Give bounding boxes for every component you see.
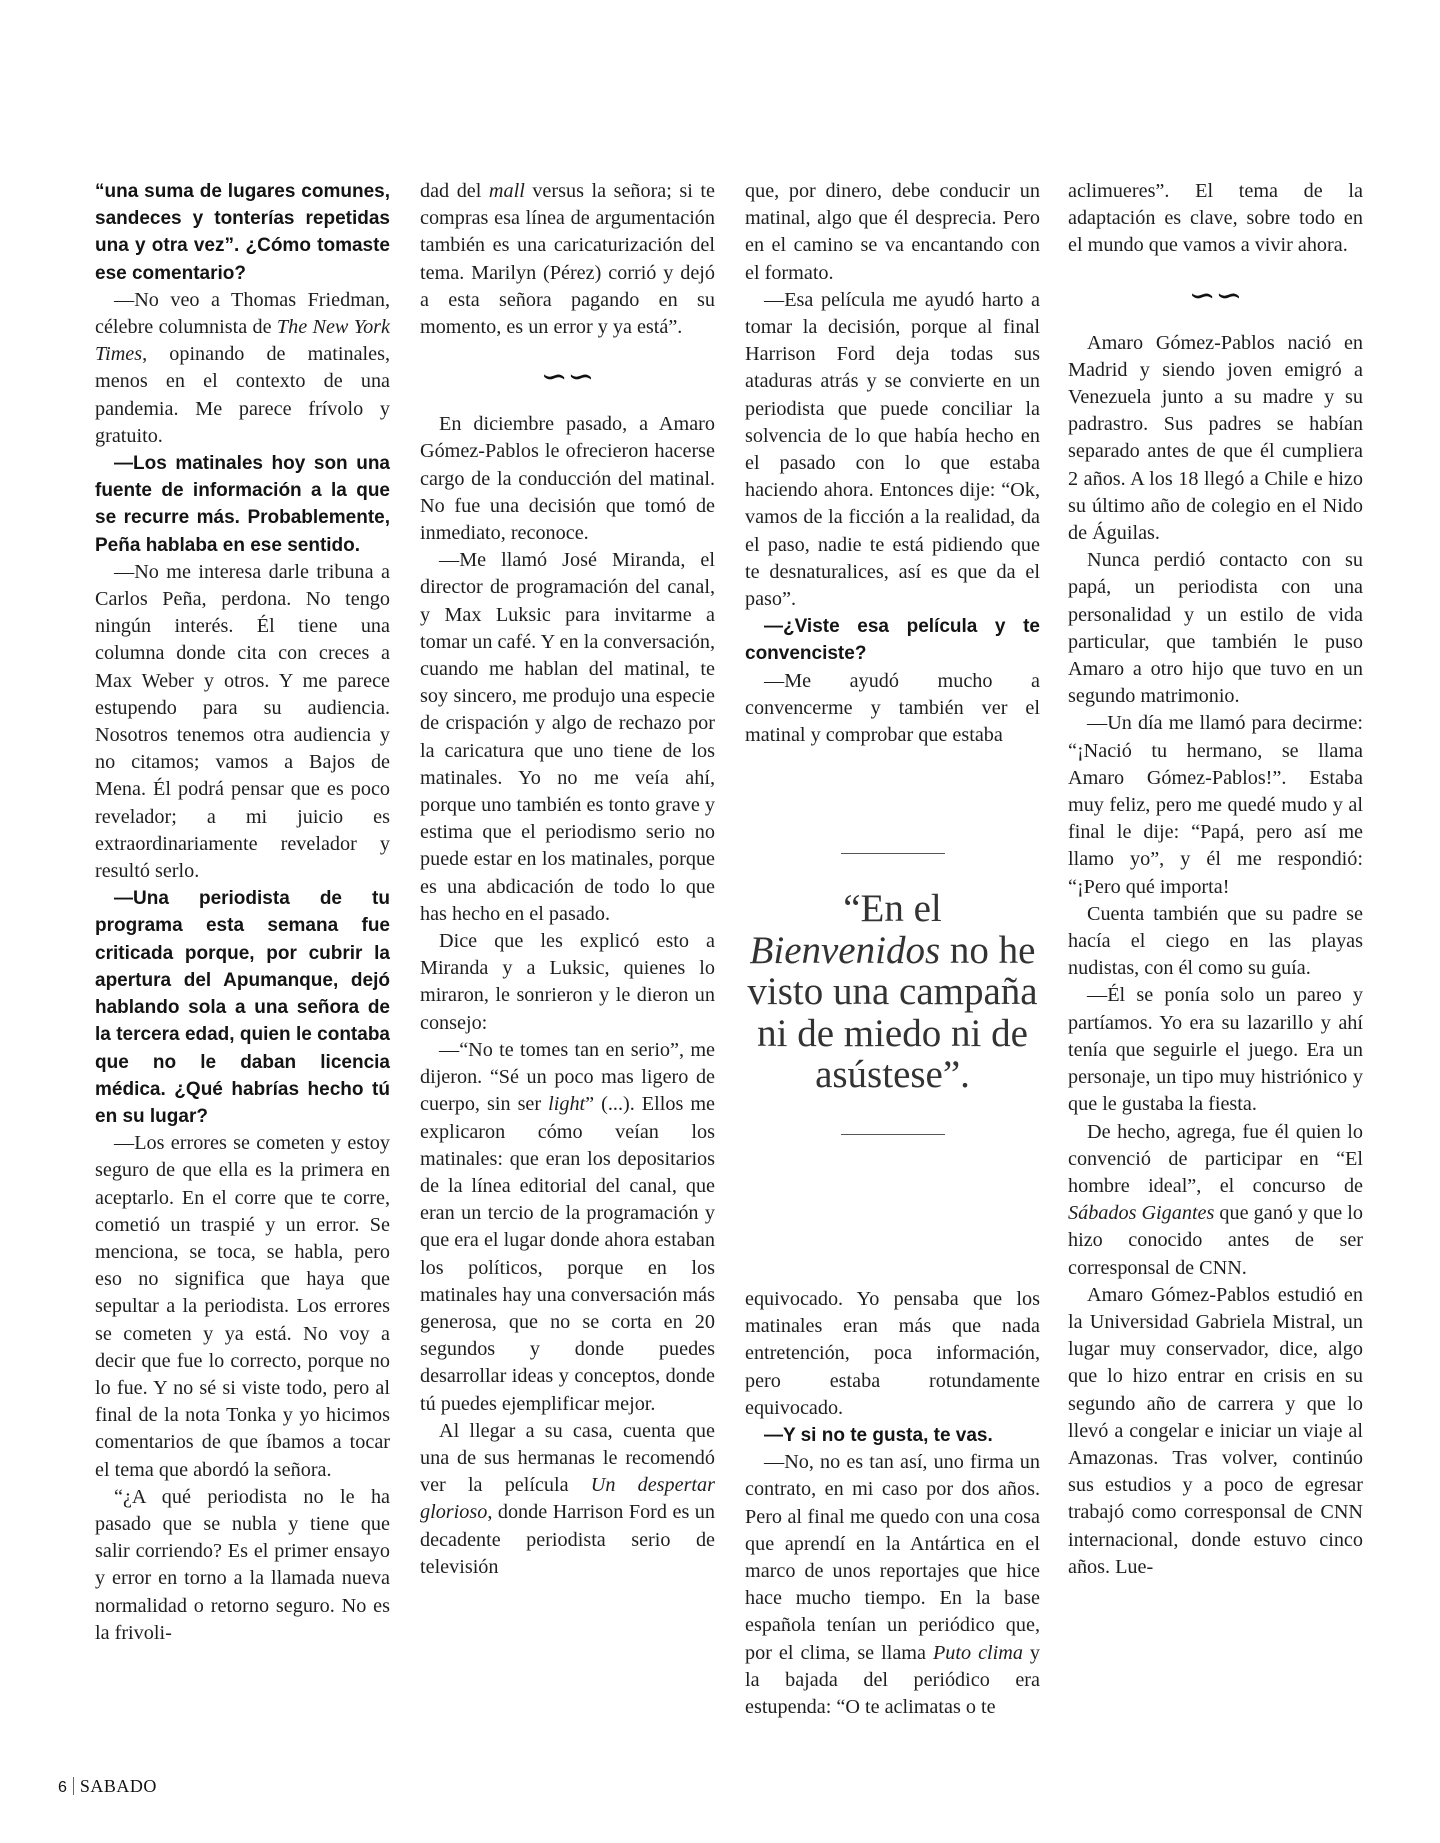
interview-question: —Los matinales hoy son una fuente de información a la que se recurre más. Probablemente, Peña hablaba en ese sentido. (95, 453, 390, 556)
interview-question: —¿Viste esa película y te convenciste? (745, 616, 1040, 665)
answer-paragraph: “¿A qué periodista no le ha pasado que se nubla y tiene que salir corriendo? Es el primer ensayo y error en torno a la llamada nueva normalidad o retorno seguro. No es la frivoli- (95, 1485, 390, 1644)
body-paragraph: Dice que les explicó esto a Miranda y a Luksic, quienes lo miraron, le sonrieron y le dieron un consejo: (420, 930, 715, 1034)
answer-paragraph: —Me ayudó mucho a convencerme y también ver el matinal y comprobar que estaba (745, 669, 1040, 747)
body-paragraph: Nunca perdió contacto con su papá, un periodista con una personalidad y un estilo de vida particular, que también le puso Amaro a otro hijo que tuvo en un segundo matrimonio. (1068, 549, 1363, 708)
ornament-divider: ∽∽ (540, 357, 595, 396)
body-paragraph: En diciembre pasado, a Amaro Gómez-Pablos le ofrecieron hacerse cargo de la conducción del matinal. No fue una decisión que tomó de inmediato, reconoce. (420, 413, 715, 545)
answer-paragraph: dad del mall versus la señora; si te compras esa línea de argumentación también es una caricaturización del tema. Marilyn (Pérez) corrió y dejó a esta señora pagando en su momento, es un error y ya está”. (420, 180, 716, 339)
body-paragraph: Al llegar a su casa, cuenta que una de sus hermanas le recomendó ver la película Un despertar glorioso, donde Harrison Ford es un decadente periodista serio de televisión (420, 1419, 715, 1578)
column-4 (1068, 178, 1363, 1581)
publication-name: The New York Times (95, 316, 390, 366)
answer-paragraph: —No me interesa darle tribuna a Carlos Peña, perdona. No tengo ningún interés. Él tiene una columna donde cita con creces a Max Weber y otros. Y me parece estupendo para su audiencia. Nosotros tenemos otra audiencia y no citamos; vamos a Bajos de Mena. Él podrá pensar que es poco revelador; a mi juicio es extraordinariamente revelador y resultó serlo. (95, 560, 390, 883)
body-paragraph: Cuenta también que su padre se hacía el ciego en las playas nudistas, con él como su guía. (1068, 902, 1363, 980)
body-paragraph: De hecho, agrega, fue él quien lo convenció de participar en “El hombre ideal”, el concurso de Sábados Gigantes que ganó y que lo hizo conocido antes de ser corresponsal de CNN. (1068, 1120, 1363, 1279)
body-paragraph: Amaro Gómez-Pablos nació en Madrid y siendo joven emigró a Venezuela junto a su madre y su padrastro. Sus padres se habían separado antes de que él cumpliera 2 años. A los 18 llegó a Chile e hizo su último año de colegio en el Nido de Águilas. (1068, 331, 1363, 545)
answer-paragraph: —Los errores se cometen y estoy seguro de que ella es la primera en aceptarlo. En el corre que te corre, cometió un traspié y un error. Se menciona, se toca, se habla, pero eso no significa que haya que sepultar a la periodista. Los errores se cometen y ya está. No voy a decir que fue lo correcto, porque no lo fue. Y no sé si viste todo, pero al final de la nota Tonka y yo hicimos comentarios de que íbamos a tocar el tema que abordó la señora. (95, 1132, 390, 1481)
column-1 (95, 178, 390, 1647)
interview-question: —Una periodista de tu programa esta semana fue criticada porque, por cubrir la apertura del Apumanque, dejó hablando sola a una señora de la tercera edad, quien le contaba que no le daban licencia médica. ¿Qué habrías hecho tú en su lugar? (95, 888, 390, 1127)
body-paragraph: Amaro Gómez-Pablos estudió en la Universidad Gabriela Mistral, un lugar muy conservador, dice, algo que lo hizo entrar en crisis en su segundo año de carrera y que lo llevó a congelar e iniciar un viaje al Amazonas. Tras volver, continúo sus estudios y a poco de egresar trabajó como corresponsal de CNN internacional, donde estuvo cinco años. Lue- (1068, 1283, 1363, 1578)
answer-paragraph: equivocado. Yo pensaba que los matinales eran más que nada entretención, poca información, pero estaba rotundamente equivocado. (745, 1288, 1040, 1419)
answer-paragraph: —Me llamó José Miranda, el director de programación del canal, y Max Luksic para invitarme a tomar un café. Y en la conversación, cuando me hablan del matinal, te soy sincero, me produjo una especie de crispación y algo de rechazo por la caricatura que uno tiene de los matinales. Yo no me veía ahí, porque uno también es tonto grave y estima que el periodismo serio no puede estar en los matinales, porque es una abdicación de todo lo que has hecho en el pasado. (420, 549, 715, 925)
page-footer (58, 1776, 157, 1797)
interview-question: —Y si no te gusta, te vas. (764, 1425, 993, 1447)
interview-question: “una suma de lugares comunes, sandeces y tonterías repetidas una y otra vez”. ¿Cómo tomaste ese comentario? (95, 181, 390, 284)
footer-divider (73, 1777, 74, 1795)
program-title: Sábados Gigantes (1068, 1202, 1215, 1225)
answer-paragraph: —“No te tomes tan en serio”, me dijeron. “Sé un poco mas ligero de cuerpo, sin ser light” (...). Ellos me explicaron cómo veían los matinales: que eran los depositarios de la línea editorial del canal, que eran un tercio de la programación y que era el lugar donde ahora estaban los políticos, porque en los matinales hay una conversación más generosa, que no se corta en 20 segundos y donde puedes desarrollar ideas y conceptos, donde tú puedes ejemplificar mejor. (420, 1038, 715, 1415)
answer-paragraph: —Un día me llamó para decirme: “¡Nació tu hermano, se llama Amaro Gómez-Pablos!”. Estaba muy feliz, pero me quedé mudo y al final le dije: “Papá, pero así me llamo yo”, y él me respondió: “¡Pero qué importa! (1068, 712, 1363, 898)
film-title: Un despertar glorioso (420, 1474, 715, 1524)
column-2 (420, 178, 715, 1581)
answer-paragraph: —No veo a Thomas Friedman, célebre columnista de The New York Times, opinando de matinales, menos en el contexto de una pandemia. Me parece frívolo y gratuito. (95, 288, 390, 447)
magazine-logo: SABADO (79, 1776, 157, 1796)
answer-paragraph: —No, no es tan así, uno firma un contrato, en mi caso por dos años. Pero al final me quedo con una cosa que aprendí en la Antártica en el marco de unos reportajes que hice hace mucho tiempo. En la base española tenían un periódico que, por el clima, se llama Puto clima y la bajada del periódico era estupenda: “O te aclimatas o te (745, 1451, 1040, 1719)
ornament-divider: ∽∽ (1188, 275, 1243, 314)
pull-quote-rule-bottom (841, 1134, 945, 1135)
pull-quote-text: “En el Bienvenidos no he visto una campaña ni de miedo ni de asústese”. (747, 887, 1038, 1096)
column-3-bottom (745, 1286, 1040, 1721)
show-title: Bienvenidos (749, 928, 941, 972)
pull-quote (745, 853, 1040, 1135)
page-number: 6 (58, 1779, 67, 1796)
column-3-top (745, 178, 1040, 749)
newspaper-name: Puto clima (932, 1641, 1023, 1664)
answer-paragraph: aclimueres”. El tema de la adaptación es clave, sobre todo en el mundo que vamos a vivir ahora. (1068, 180, 1363, 257)
answer-paragraph: —Esa película me ayudó harto a tomar la decisión, porque al final Harrison Ford deja todas sus ataduras atrás y se convierte en un periodista que puede conciliar la solvencia de lo que había hecho en el pasado con lo que estaba haciendo ahora. Entonces dije: “Ok, vamos de la ficción a la realidad, da el paso, nadie te está pidiendo que te desnaturalices, así es que da el paso”. (745, 288, 1040, 611)
pull-quote-rule-top (841, 853, 945, 854)
body-paragraph: que, por dinero, debe conducir un matinal, algo que él desprecia. Pero en el camino se va encantando con el formato. (745, 180, 1040, 284)
answer-paragraph: —Él se ponía solo un pareo y partíamos. Yo era su lazarillo y ahí tenía que seguirle el juego. Era un personaje, un tipo muy histriónico y que le gustaba la fiesta. (1068, 984, 1363, 1116)
